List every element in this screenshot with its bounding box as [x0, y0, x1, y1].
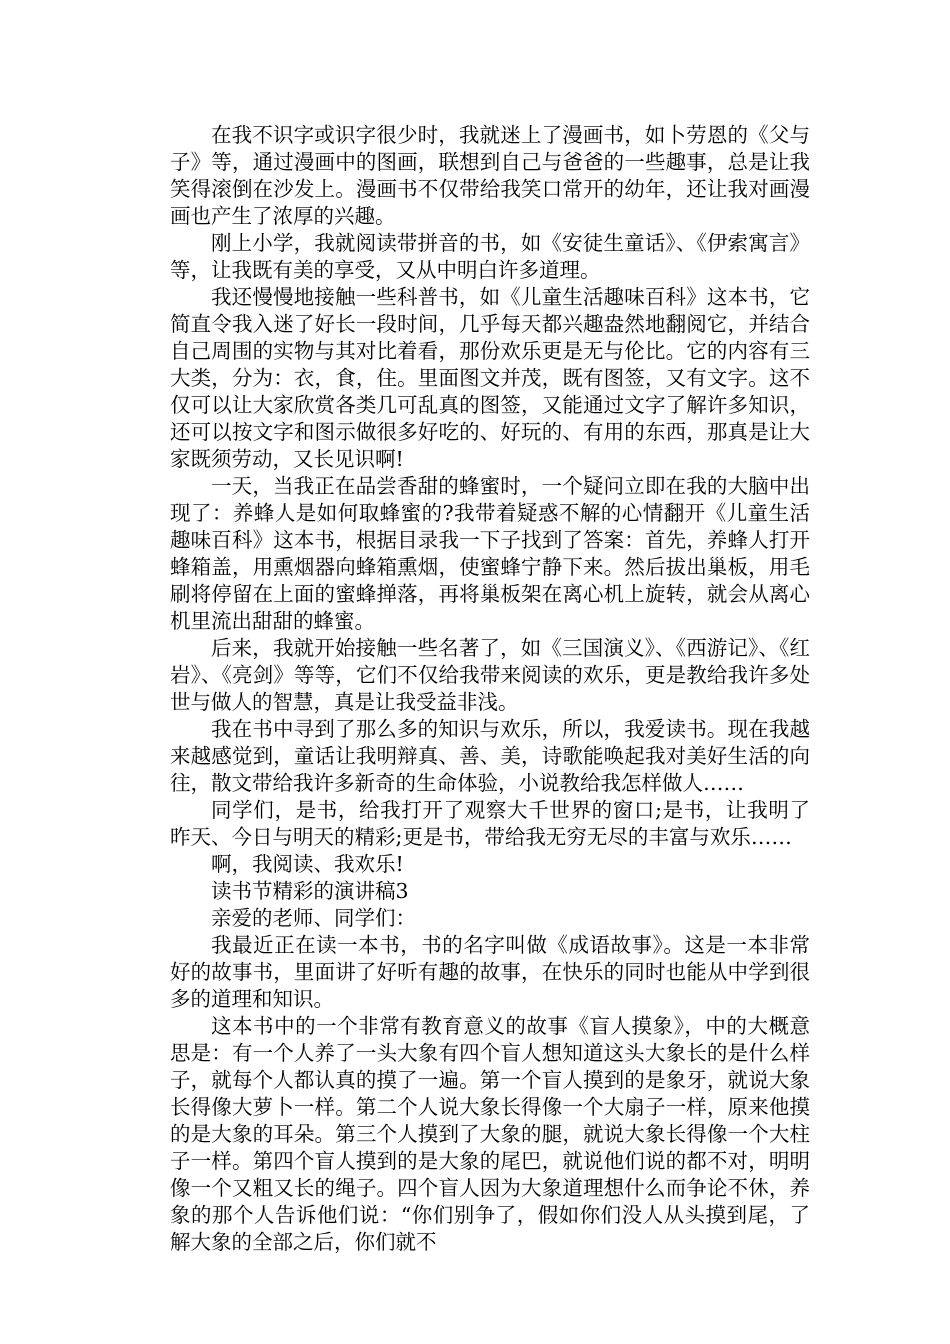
paragraph-exclamation: 啊，我阅读、我欢乐! [211, 852, 404, 876]
paragraph-classmates: 同学们，是书，给我打开了观察大千世界的窗口;是书，让我明了昨天、今日与明天的精彩;更是书，带给我无穷无尽的丰富与欢乐…… [170, 798, 810, 849]
paragraph-classics: 后来，我就开始接触一些名著了，如《三国演义》、《西游记》、《红岩》、《亮剑》等等，它们不仅给我带来阅读的欢乐，更是教给我许多处世与做人的智慧，真是让我受益非浅。 [170, 636, 810, 714]
paragraph-honey: 一天，当我正在品尝香甜的蜂蜜时，一个疑问立即在我的大脑中出现了：养蜂人是如何取蜂蜜的?我带着疑惑不解的心情翻开《儿童生活趣味百科》这本书，根据目录我一下子找到了答案：首先，养蜂人打开蜂箱盖，用熏烟器向蜂箱熏烟，使蜜蜂宁静下来。然后拔出巢板，用毛刷将停留在上面的蜜蜂掸落，再将巢板架在离心机上旋转，就会从离心机里流出甜甜的蜂蜜。 [170, 474, 810, 633]
section-heading: 读书节精彩的演讲稿3 [211, 879, 409, 903]
document-body [170, 122, 810, 1256]
paragraph-idiom-stories: 我最近正在读一本书，书的名字叫做《成语故事》。这是一本非常好的故事书，里面讲了好听有趣的故事，在快乐的同时也能从中学到很多的道理和知识。 [170, 933, 810, 1011]
salutation: 亲爱的老师、同学们： [211, 906, 416, 930]
paragraph-love-reading: 我在书中寻到了那么多的知识与欢乐，所以，我爱读书。现在我越来越感觉到，童话让我明辩真、善、美，诗歌能唤起我对美好生活的向往，散文带给我许多新奇的生命体验，小说教给我怎样做人…… [170, 717, 810, 795]
paragraph-primary-school: 刚上小学，我就阅读带拼音的书，如《安徒生童话》、《伊索寓言》等，让我既有美的享受，又从中明白许多道理。 [170, 231, 810, 282]
paragraph-science-books: 我还慢慢地接触一些科普书，如《儿童生活趣味百科》这本书，它简直令我入迷了好长一段时间，几乎每天都兴趣盎然地翻阅它，并结合自己周围的实物与其对比着看，那份欢乐更是无与伦比。它的内容有三大类，分为：衣，食，住。里面图文并茂，既有图签，又有文字。这不仅可以让大家欣赏各类几可乱真的图签，又能通过文字了解许多知识，还可以按文字和图示做很多好吃的、好玩的、有用的东西，那真是让大家既须劳动，又长见识啊! [170, 285, 810, 471]
paragraph-comics: 在我不识字或识字很少时，我就迷上了漫画书，如卜劳恩的《父与子》等，通过漫画中的图画，联想到自己与爸爸的一些趣事，总是让我笑得滚倒在沙发上。漫画书不仅带给我笑口常开的幼年，还让我对画漫画也产生了浓厚的兴趣。 [170, 123, 810, 228]
paragraph-blind-men-elephant: 这本书中的一个非常有教育意义的故事《盲人摸象》，中的大概意思是：有一个人养了一头大象有四个盲人想知道这头大象长的是什么样子，就每个人都认真的摸了一遍。第一个盲人摸到的是象牙，就说大象长得像大萝卜一样。第二个人说大象长得像一个大扇子一样，原来他摸的是大象的耳朵。第三个人摸到了大象的腿，就说大象长得像一个大柱子一样。第四个盲人摸到的是大象的尾巴，就说他们说的都不对，明明像一个又粗又长的绳子。四个盲人因为大象道理想什么而争论不休，养象的那个人告诉他们说：“你们别争了，假如你们没人从头摸到尾，了解大象的全部之后，你们就不 [170, 1014, 810, 1254]
